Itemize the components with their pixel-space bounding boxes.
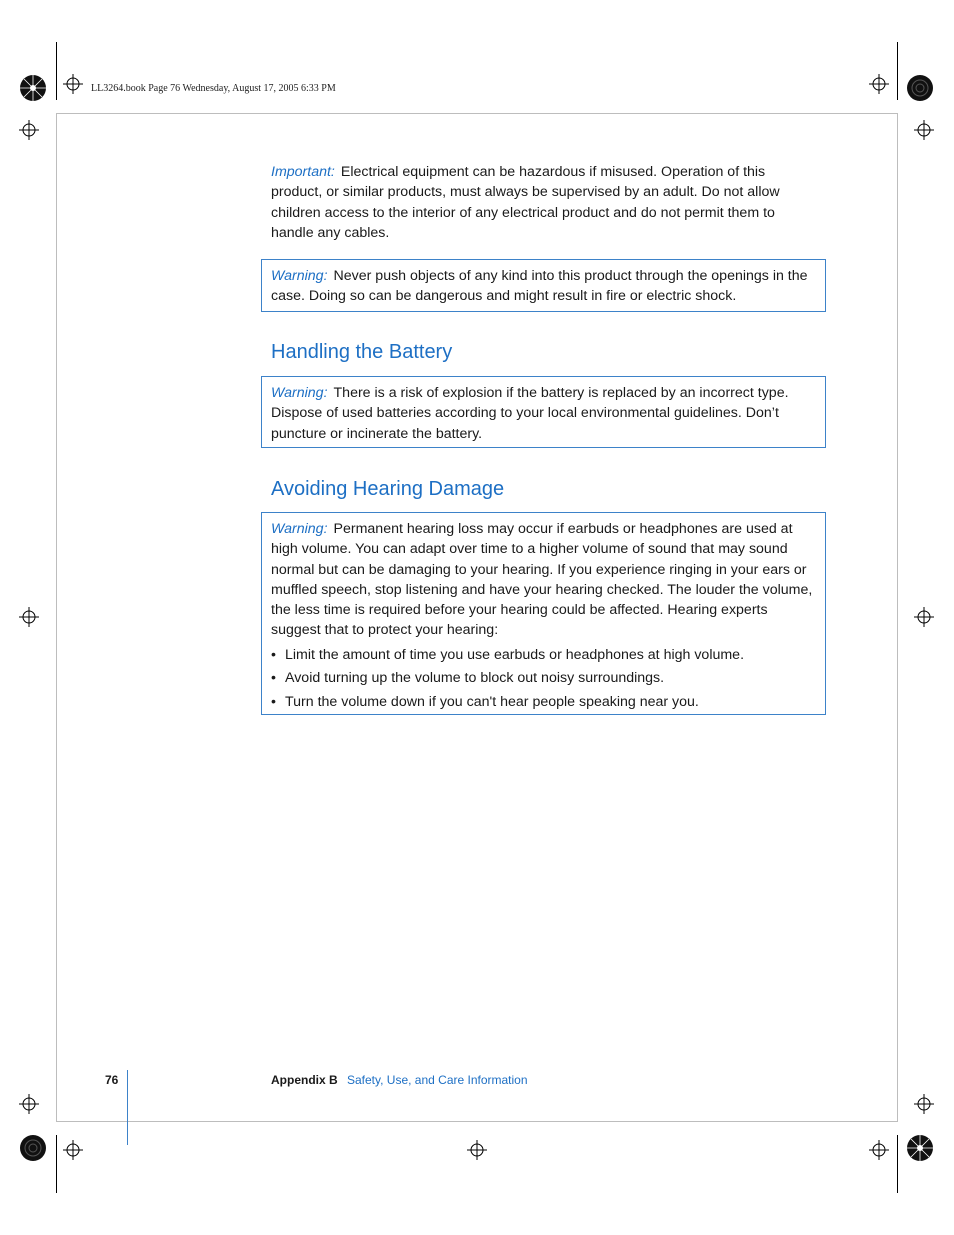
warning-lead: Warning: — [271, 521, 328, 537]
registration-mark-icon — [63, 1140, 83, 1160]
registration-mark-icon — [914, 120, 934, 140]
registration-mark-icon — [914, 607, 934, 627]
page-number: 76 — [105, 1073, 119, 1087]
list-item: • Avoid turning up the volume to block out noisy surroundings. — [271, 667, 816, 691]
trim-left-line — [56, 113, 57, 1122]
footer-section-title: Safety, Use, and Care Information — [347, 1073, 528, 1087]
list-item: • Turn the volume down if you can't hear people speaking near you. — [271, 691, 816, 715]
trim-bottom-line — [56, 1121, 898, 1122]
warning-text: Permanent hearing loss may occur if earbuds or headphones are used at high volume. You can adapt over time to a higher volume of sound that may sound normal but can be damaging to your hearing. If you experience ringing in your ears or muffled speech, stop listening and have your hearing checked. The louder the volume, the less time is required before your hearing could be affected. Hearing experts suggest that to protect your hearing: — [271, 521, 813, 639]
trim-right-line — [897, 113, 898, 1122]
warning-box-openings — [261, 259, 826, 312]
warning-box-battery — [261, 376, 826, 448]
warning-text: Never push objects of any kind into this product through the openings in the case. Doing so can be dangerous and might result in fire or electric shock. — [271, 268, 808, 305]
color-bar-star-icon — [906, 74, 934, 102]
registration-mark-icon — [19, 607, 39, 627]
registration-mark-icon — [19, 1094, 39, 1114]
print-slug: LL3264.book Page 76 Wednesday, August 17, 2005 6:33 PM — [91, 83, 336, 94]
trim-top-line — [56, 113, 898, 114]
important-lead: Important: — [271, 164, 335, 180]
color-bar-star-icon — [906, 1134, 934, 1162]
warning-lead: Warning: — [271, 268, 328, 284]
hearing-bullet-list — [271, 644, 816, 715]
list-item: • Limit the amount of time you use earbuds or headphones at high volume. — [271, 644, 816, 668]
registration-mark-icon — [914, 1094, 934, 1114]
warning-text: There is a risk of explosion if the battery is replaced by an incorrect type. Dispose of used batteries according to your local environmental guidelines. Don’t puncture or incinerate the battery. — [271, 385, 789, 442]
warning-lead: Warning: — [271, 385, 328, 401]
section-heading-hearing: Avoiding Hearing Damage — [271, 478, 505, 500]
color-bar-star-icon — [19, 1134, 47, 1162]
color-bar-star-icon — [19, 74, 47, 102]
registration-mark-icon — [63, 74, 83, 94]
registration-mark-icon — [869, 1140, 889, 1160]
crop-mark — [897, 1135, 898, 1193]
footer-divider — [127, 1070, 128, 1145]
registration-mark-icon — [467, 1140, 487, 1160]
crop-mark — [56, 1135, 57, 1193]
crop-mark — [897, 42, 898, 100]
important-text: Electrical equipment can be hazardous if misused. Operation of this product, or similar products, must always be supervised by an adult. Do not allow children access to the interior of any electrical product and do not permit them to handle any cables. — [271, 164, 780, 241]
registration-mark-icon — [19, 120, 39, 140]
important-notice — [271, 162, 811, 243]
warning-box-hearing — [261, 512, 826, 715]
registration-mark-icon — [869, 74, 889, 94]
footer-appendix: Appendix B — [271, 1073, 338, 1087]
section-heading-battery: Handling the Battery — [271, 341, 453, 363]
crop-mark — [56, 42, 57, 100]
